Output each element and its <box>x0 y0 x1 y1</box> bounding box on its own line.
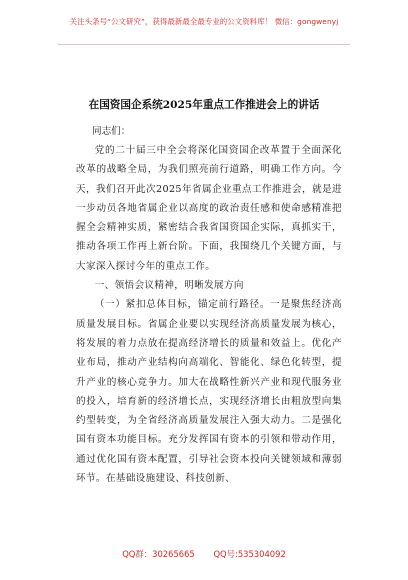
document-body <box>76 141 342 488</box>
footer-contact <box>0 548 408 560</box>
document-title: 在国资国企系统2025年重点工作推进会上的讲话 <box>88 99 320 111</box>
header-banner: 关注头条号“公文研究”，获得最新最全最专业的公文资料库！ 微信：gongwenyj <box>69 17 339 26</box>
subsection-paragraph: （一）紧扣总体目标，锚定前行路径。一是聚焦经济高质量发展目标。省属企业要以实现经济高质量发展为核心，将发展的着力点放在提高经济增长的质量和效益上。优化产业布局，推动产业结构向高端化、智能化、绿色化转型，提升产业的核心竞争力。加大在战略性新兴产业和现代服务业的投入，培育新的经济增长点，实现经济增长由粗放型向集约型转变，为全省经济高质量发展注入强大动力。二是强化国有资本功能目标。充分发挥国有资本的引领和带动作用，通过优化国有资本配置，引导社会资本投向关键领域和薄弱环节。在基础设施建设、科技创新、 <box>76 299 342 485</box>
header-divider <box>58 44 350 45</box>
greeting: 同志们： <box>92 126 131 137</box>
intro-paragraph: 党的二十届三中全会将深化国资国企改革置于全面深化改革的战略全局，为我们照亮前行道路，明确工作方向。今天，我们召开此次2025年省属企业重点工作推进会，就是进一步动员各地省属企业以高度的政治责任感和使命感精准把握全会精神实质，紧密结合我省国资国企实际，真抓实干，推动各项工作再上新台阶。下面，我围绕几个关键方面，与大家深入探讨今年的重点工作。 <box>76 145 342 272</box>
section-heading: 一、领悟会议精神，明晰发展方向 <box>94 280 244 292</box>
footer-qq-group: QQ群：30265665 <box>122 549 195 559</box>
footer-qq-number: QQ号:535304092 <box>213 549 286 559</box>
